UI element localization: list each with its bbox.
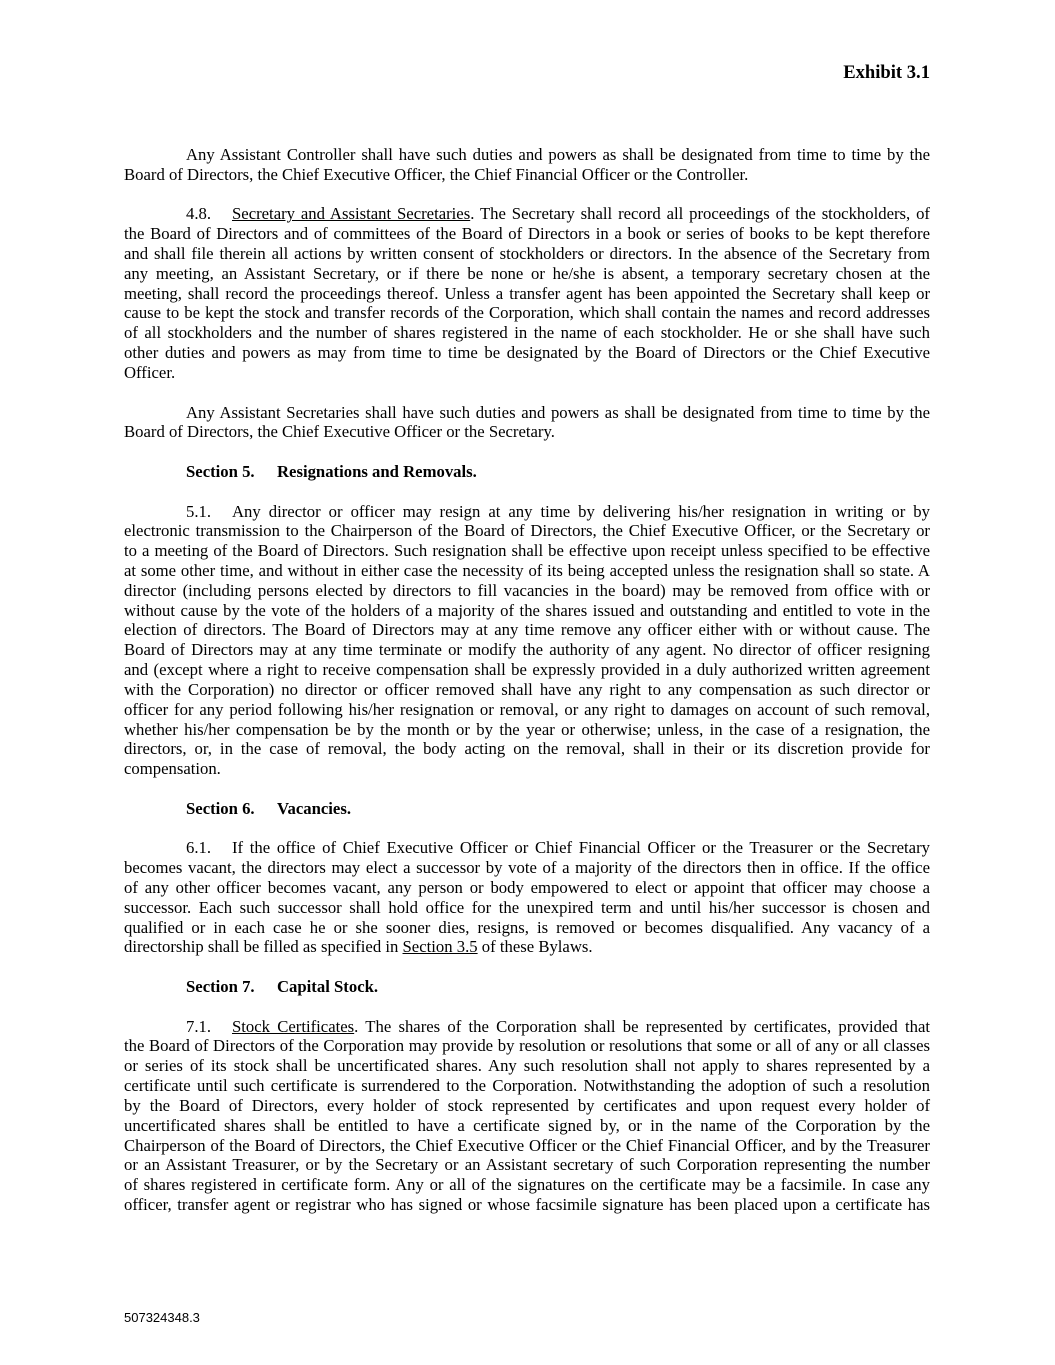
text-line: of any other officer becomes vacant, any person or body empowered to elect or appoint that officer may choose a [124, 877, 930, 897]
section-title: Capital Stock. [277, 977, 379, 997]
paragraph-assistant-secretaries [124, 403, 930, 443]
text-line: by the Board of Directors, every holder of stock represented by certificates and upon request every holder of [124, 1095, 930, 1115]
text-line [124, 502, 930, 522]
section-number: Section 6. [186, 798, 255, 818]
text-line: other duties and powers as may from time to time be designated by the Board of Directors or the Chief Executive [124, 343, 930, 363]
text-line: officer for any period following his/her resignation or removal, or any right to damages on account of such removal, [124, 699, 930, 719]
text-run: . The shares of the Corporation shall be represented by certificates, provided that [354, 1016, 930, 1036]
section-heading-line [124, 799, 930, 819]
text-line: compensation. [124, 759, 221, 779]
text-line: qualified or in each case he or she sooner dies, resigns, is removed or becomes disqualified. Any vacancy of a [124, 917, 930, 937]
text-line: the Board of Directors of the Corporation may provide by resolution or resolutions that some or all of any or all classes [124, 1036, 930, 1056]
text-line: Board of Directors, the Chief Executive Officer or the Secretary. [124, 422, 555, 442]
text-line: Board of Directors, the Chief Executive Officer, the Chief Financial Officer or the Controller. [124, 164, 749, 184]
text-line: and shall file therein all actions by written consent of stockholders or directors. In the absence of the Secretary from [124, 244, 930, 264]
section-7-1-paragraph [124, 1017, 930, 1215]
section-number: 6.1. [186, 838, 212, 858]
text-line: and (except where a right to receive compensation shall be expressly provided in a duly authorized written agreement [124, 660, 930, 680]
text-line: or an Assistant Treasurer, or by the Secretary or an Assistant secretary of such Corporation representing the number [124, 1155, 930, 1175]
text-line: at some other time, and without in either case the necessity of its being accepted unless the resignation shall so state. A [124, 561, 930, 580]
text-line: of shares registered in certificate form. Any or all of the signatures on the certificate may be a facsimile. In case any [124, 1175, 930, 1195]
section-heading-line [124, 977, 930, 997]
text-line: with the Corporation) no director or officer removed shall have any right to any compensation as such director or [124, 679, 930, 699]
section-title: Resignations and Removals. [277, 461, 477, 481]
text-line: Any Assistant Secretaries shall have such duties and powers as shall be designated from time to time by the [186, 402, 930, 422]
section-title: Vacancies. [277, 798, 352, 818]
text-line: of all stockholders and the number of shares registered in the name of each stockholder. He or she shall have such [124, 323, 930, 343]
text-line: Board of Directors may at any time terminate or modify the authority of any agent. No director of officer resigning [124, 640, 930, 660]
exhibit-label: Exhibit 3.1 [843, 62, 930, 83]
text-line: the Board of Directors and of committees of the Board of Directors in a book or series of books to be kept therefore [124, 224, 930, 244]
section-number: 7.1. [186, 1016, 212, 1036]
section-5-1-paragraph [124, 502, 930, 779]
underlined-heading: Secretary and Assistant Secretaries [232, 204, 471, 224]
text-line [124, 937, 930, 957]
section-heading-line [124, 462, 930, 482]
text-line: Chairperson of the Board of Directors, the Chief Executive Officer or the Chief Financial Officer, and by the Treasurer [124, 1135, 930, 1155]
text-line [124, 204, 930, 224]
text-line: without cause by the vote of the holders of a majority of the shares issued and outstanding and entitled to vote in the [124, 600, 930, 620]
text-line: or series of its stock shall be uncertificated shares. Any such resolution shall not apply to shares represented by a [124, 1056, 930, 1076]
section-6-1-paragraph [124, 838, 930, 957]
text-run: directorship shall be filled as specified in [124, 937, 399, 957]
section-number: Section 7. [186, 977, 255, 997]
text-line: director (including persons elected by directors to fill vacancies in the board) may be removed from office with or [124, 580, 930, 600]
text-line: uncertificated shares shall be entitled to have a certificate signed by, or in the name of the Corporation by the [124, 1115, 930, 1135]
text-run: of these Bylaws. [481, 937, 593, 957]
text-run: Any director or officer may resign at any time by delivering his/her resignation in writing or by [232, 501, 930, 521]
section-number: 4.8. [186, 204, 212, 224]
section-7-heading [124, 977, 930, 997]
document-body [124, 145, 930, 1235]
text-run: . The Secretary shall record all proceedings of the stockholders, of [470, 204, 930, 224]
text-line: meeting, shall record the proceedings thereof. Unless a transfer agent has been appointed the Secretary shall keep or [124, 283, 930, 303]
text-line: Officer. [124, 362, 176, 382]
section-5-heading [124, 462, 930, 482]
paragraph-assistant-controller [124, 145, 930, 185]
text-line: officer, transfer agent or registrar who has signed or whose facsimile signature has been placed upon a certificate has [124, 1194, 930, 1214]
text-line: to a meeting of the Board of Directors. Such resignation shall be effective upon receipt unless specified to be effective [124, 541, 930, 561]
text-line [124, 838, 930, 858]
text-line: any meeting, an Assistant Secretary, or if there be none or he/she is absent, a temporary secretary chosen at the [124, 263, 930, 283]
section-number: Section 5. [186, 461, 255, 481]
text-line: election of directors. The Board of Directors may at any time remove any officer either with or without cause. The [124, 620, 930, 640]
underlined-heading: Stock Certificates [232, 1016, 355, 1036]
text-line: successor. Each such successor shall hold office for the unexpired term and until his/her successor is chosen and [124, 897, 930, 917]
text-line: directors, or, in the case of removal, the body acting on the removal, shall in their or its discretion provide for [124, 739, 930, 759]
section-reference: Section 3.5 [402, 937, 478, 957]
text-line: certificate until such certificate is surrendered to the Corporation. Notwithstanding the adoption of such a resolution [124, 1076, 930, 1096]
text-line: cause to be kept the stock and transfer records of the Corporation, which shall contain the names and record addresses [124, 303, 930, 323]
text-line: Any Assistant Controller shall have such duties and powers as shall be designated from time to time by the [186, 145, 930, 164]
document-number: 507324348.3 [124, 1310, 200, 1325]
section-4-8-paragraph [124, 204, 930, 382]
text-line [124, 1017, 930, 1037]
text-line: electronic transmission to the Chairperson of the Board of Directors, the Chief Executive Officer, or the Secretary or [124, 521, 930, 541]
text-run: If the office of Chief Executive Officer or Chief Financial Officer or the Treasurer or the Secretary [232, 838, 930, 858]
section-6-heading [124, 799, 930, 819]
text-line: whether his/her compensation be by the month or by the year or otherwise; unless, in the case of a resignation, the [124, 719, 930, 739]
section-number: 5.1. [186, 501, 212, 521]
text-line: becomes vacant, the directors may elect a successor by vote of a majority of the directors then in office. If the office [124, 858, 930, 878]
